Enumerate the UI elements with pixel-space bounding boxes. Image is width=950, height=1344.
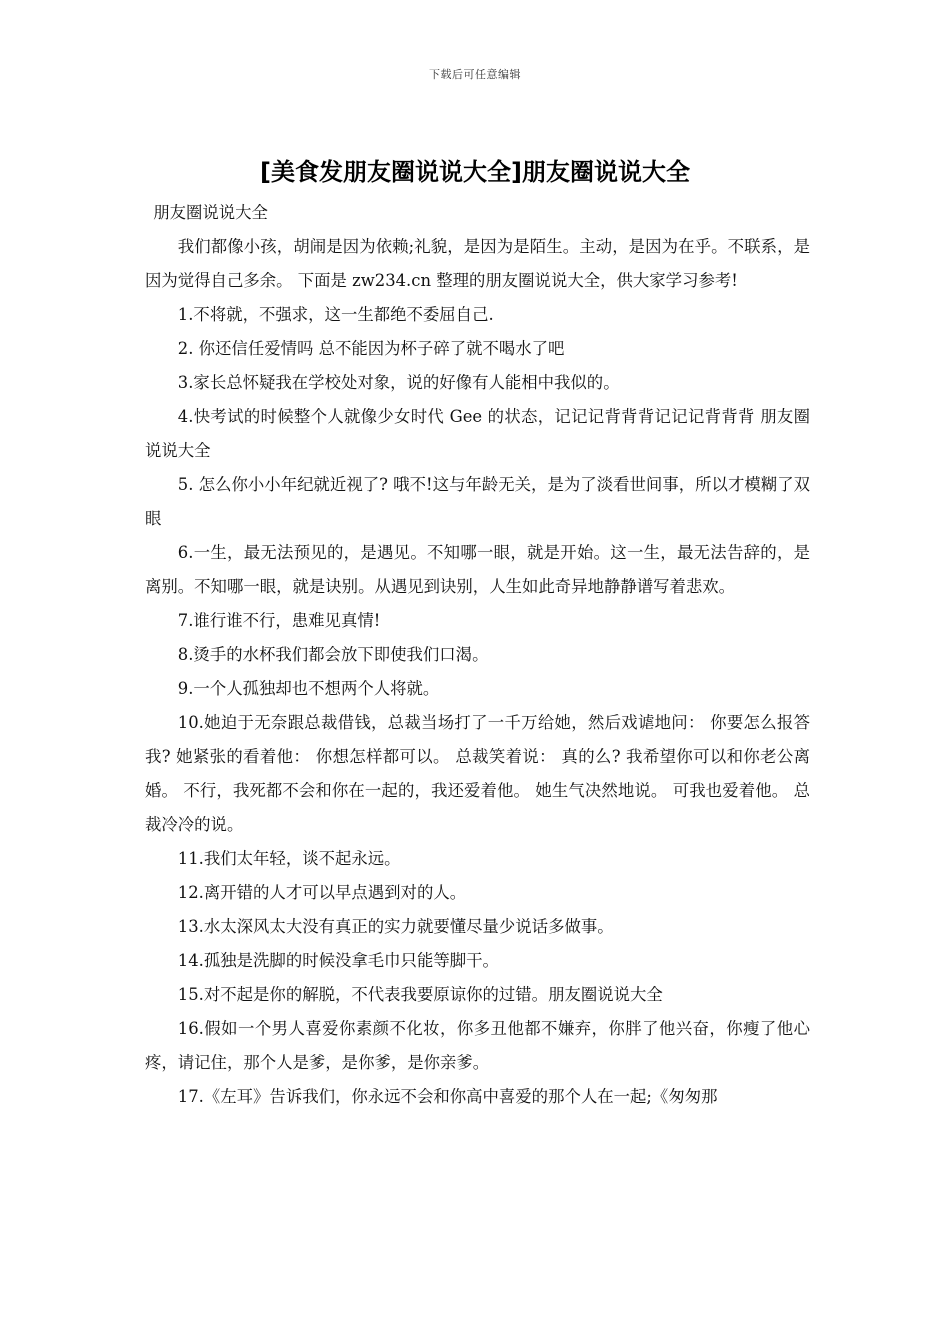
- list-item-14: 14.孤独是洗脚的时候没拿毛巾只能等脚干。: [177, 951, 499, 970]
- list-item-11: 11.我们太年轻，谈不起永远。: [177, 849, 401, 868]
- intro-paragraph: 我们都像小孩，胡闹是因为依赖;礼貌，是因为是陌生。主动，是因为在乎。不联系，是因为觉得自己多余。 下面是 zw234.cn 整理的朋友圈说说大全，供大家学习参考!: [145, 237, 810, 290]
- list-item-17: 17.《左耳》告诉我们，你永远不会和你高中喜爱的那个人在一起;《匆匆那: [177, 1087, 718, 1106]
- list-item-2: 2. 你还信任爱情吗 总不能因为杯子碎了就不喝水了吧: [177, 339, 565, 358]
- list-item-13: 13.水太深风太大没有真正的实力就要懂尽量少说话多做事。: [177, 917, 614, 936]
- document-title: [美食发朋友圈说说大全]朋友圈说说大全: [260, 158, 690, 186]
- list-item-16: 16.假如一个男人喜爱你素颜不化妆，你多丑他都不嫌弃，你胖了他兴奋，你瘦了他心疼，请记住，那个人是爹，是你爹，是你亲爹。: [145, 1019, 810, 1072]
- list-item-5: 5. 怎么你小小年纪就近视了? 哦不!这与年龄无关，是为了淡看世间事，所以才模糊了双眼: [145, 475, 810, 528]
- header-note: 下载后可任意编辑: [429, 68, 521, 81]
- subtitle-paragraph: 朋友圈说说大全: [153, 203, 268, 222]
- list-item-4: 4.快考试的时候整个人就像少女时代 Gee 的状态，记记记背背背记记记背背背 朋友圈说说大全: [145, 407, 810, 460]
- list-item-12: 12.离开错的人才可以早点遇到对的人。: [177, 883, 467, 902]
- list-item-15: 15.对不起是你的解脱，不代表我要原谅你的过错。朋友圈说说大全: [177, 985, 663, 1004]
- list-item-7: 7.谁行谁不行，患难见真情!: [177, 611, 381, 630]
- list-item-8: 8.烫手的水杯我们都会放下即使我们口渴。: [177, 645, 489, 664]
- list-item-3: 3.家长总怀疑我在学校处对象，说的好像有人能相中我似的。: [177, 373, 620, 392]
- document-body: [145, 196, 810, 1114]
- list-item-1: 1.不将就，不强求，这一生都绝不委屈自己.: [177, 305, 494, 324]
- list-item-10: 10.她迫于无奈跟总裁借钱，总裁当场打了一千万给她，然后戏谑地问： 你要怎么报答我? 她紧张的看着他： 你想怎样都可以。 总裁笑着说： 真的么? 我希望你可以和你老公离婚。 不行，我死都不会和你在一起的，我还爱着他。 她生气决然地说。 可我也爱着他。 总裁冷冷的说。: [145, 713, 810, 834]
- list-item-6: 6.一生，最无法预见的，是遇见。不知哪一眼，就是开始。这一生，最无法告辞的，是离别。不知哪一眼，就是诀别。从遇见到诀别，人生如此奇异地静静谱写着悲欢。: [145, 543, 810, 596]
- list-item-9: 9.一个人孤独却也不想两个人将就。: [177, 679, 440, 698]
